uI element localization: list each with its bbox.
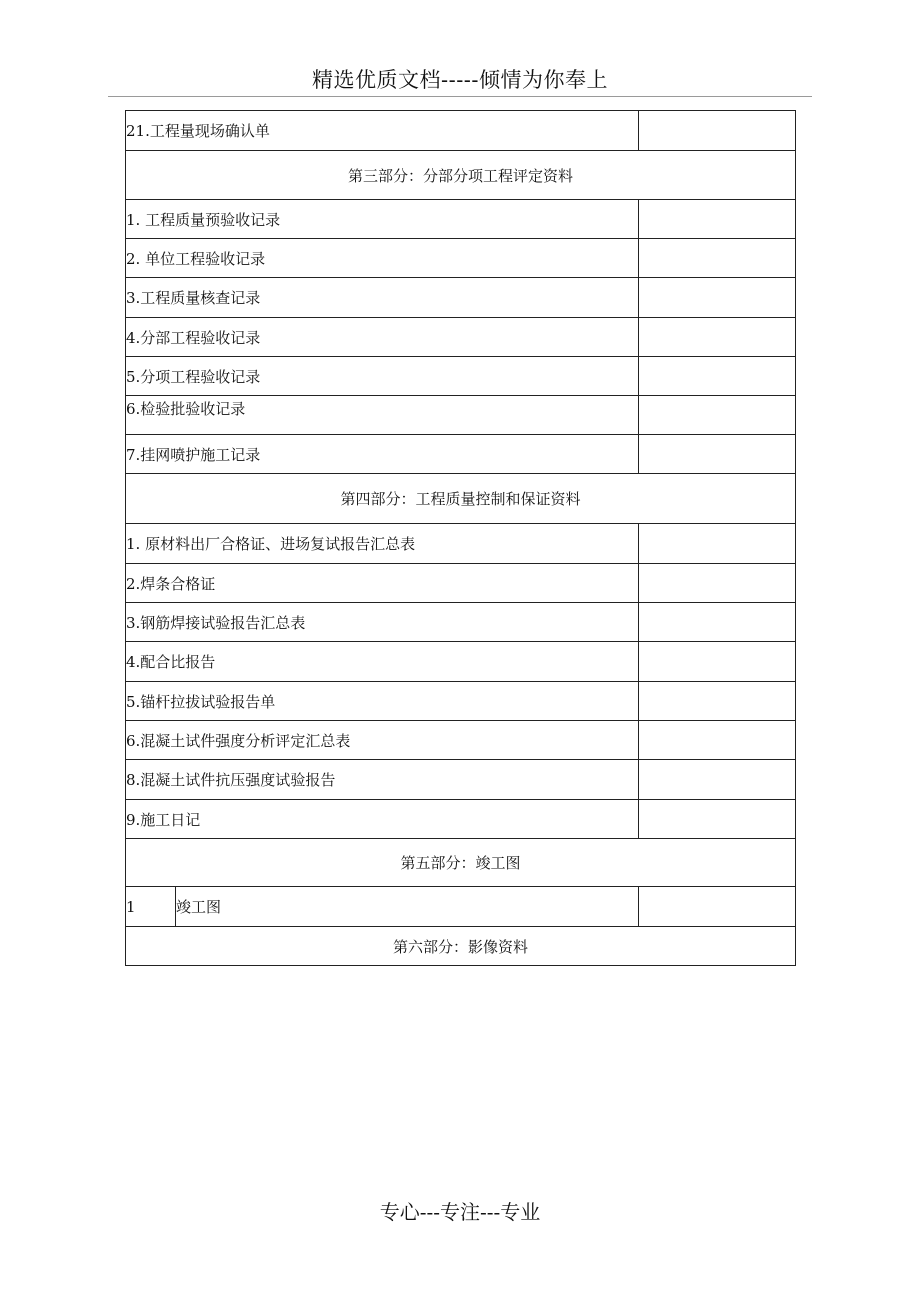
- item-label: 21.工程量现场确认单: [126, 111, 639, 151]
- blank-cell: [639, 564, 796, 603]
- section-heading: 第五部分：竣工图: [126, 839, 796, 887]
- item-label: 5.分项工程验收记录: [126, 357, 639, 396]
- item-label: 竣工图: [176, 887, 639, 927]
- table-row: [126, 111, 796, 151]
- blank-cell: [639, 239, 796, 278]
- blank-cell: [639, 435, 796, 474]
- item-label: 3.工程质量核查记录: [126, 278, 639, 318]
- table-row: [126, 357, 796, 396]
- item-label: 9.施工日记: [126, 800, 639, 839]
- table-row: [126, 318, 796, 357]
- item-label: 2. 单位工程验收记录: [126, 239, 639, 278]
- item-label: 8.混凝土试件抗压强度试验报告: [126, 760, 639, 800]
- item-label: 6.混凝土试件强度分析评定汇总表: [126, 721, 639, 760]
- page-footer: 专心---专注---专业: [379, 1200, 541, 1224]
- header-divider: [108, 96, 812, 97]
- section-row: [126, 839, 796, 887]
- blank-cell: [639, 682, 796, 721]
- table-row: [126, 682, 796, 721]
- blank-cell: [639, 524, 796, 564]
- section-heading: 第四部分：工程质量控制和保证资料: [126, 474, 796, 524]
- table-row: [126, 800, 796, 839]
- blank-cell: [639, 721, 796, 760]
- table-row: [126, 603, 796, 642]
- blank-cell: [639, 760, 796, 800]
- item-label: 1. 原材料出厂合格证、进场复试报告汇总表: [126, 524, 639, 564]
- document-table: [125, 110, 796, 966]
- section-heading: 第六部分：影像资料: [126, 927, 796, 966]
- section-row: [126, 474, 796, 524]
- table-row: [126, 760, 796, 800]
- item-label: 7.挂网喷护施工记录: [126, 435, 639, 474]
- blank-cell: [639, 800, 796, 839]
- blank-cell: [639, 603, 796, 642]
- blank-cell: [639, 887, 796, 927]
- section-heading: 第三部分：分部分项工程评定资料: [126, 151, 796, 200]
- table-row: [126, 721, 796, 760]
- table-row: [126, 524, 796, 564]
- item-label: 4.配合比报告: [126, 642, 639, 682]
- item-label: 1. 工程质量预验收记录: [126, 200, 639, 239]
- blank-cell: [639, 200, 796, 239]
- blank-cell: [639, 278, 796, 318]
- item-label: 3.钢筋焊接试验报告汇总表: [126, 603, 639, 642]
- section-row: [126, 927, 796, 966]
- table-row: [126, 564, 796, 603]
- table-row: [126, 642, 796, 682]
- table-row: [126, 887, 796, 927]
- item-label: 6.检验批验收记录: [126, 396, 639, 435]
- blank-cell: [639, 357, 796, 396]
- table-row: [126, 239, 796, 278]
- item-number: 1: [126, 887, 176, 927]
- table-row: [126, 396, 796, 435]
- item-label: 2.焊条合格证: [126, 564, 639, 603]
- blank-cell: [639, 396, 796, 435]
- item-label: 5.锚杆拉拔试验报告单: [126, 682, 639, 721]
- table-row: [126, 278, 796, 318]
- table-row: [126, 200, 796, 239]
- item-label: 4.分部工程验收记录: [126, 318, 639, 357]
- page-header-title: 精选优质文档-----倾情为你奉上: [312, 68, 608, 92]
- blank-cell: [639, 642, 796, 682]
- blank-cell: [639, 111, 796, 151]
- blank-cell: [639, 318, 796, 357]
- table-row: [126, 435, 796, 474]
- section-row: [126, 151, 796, 200]
